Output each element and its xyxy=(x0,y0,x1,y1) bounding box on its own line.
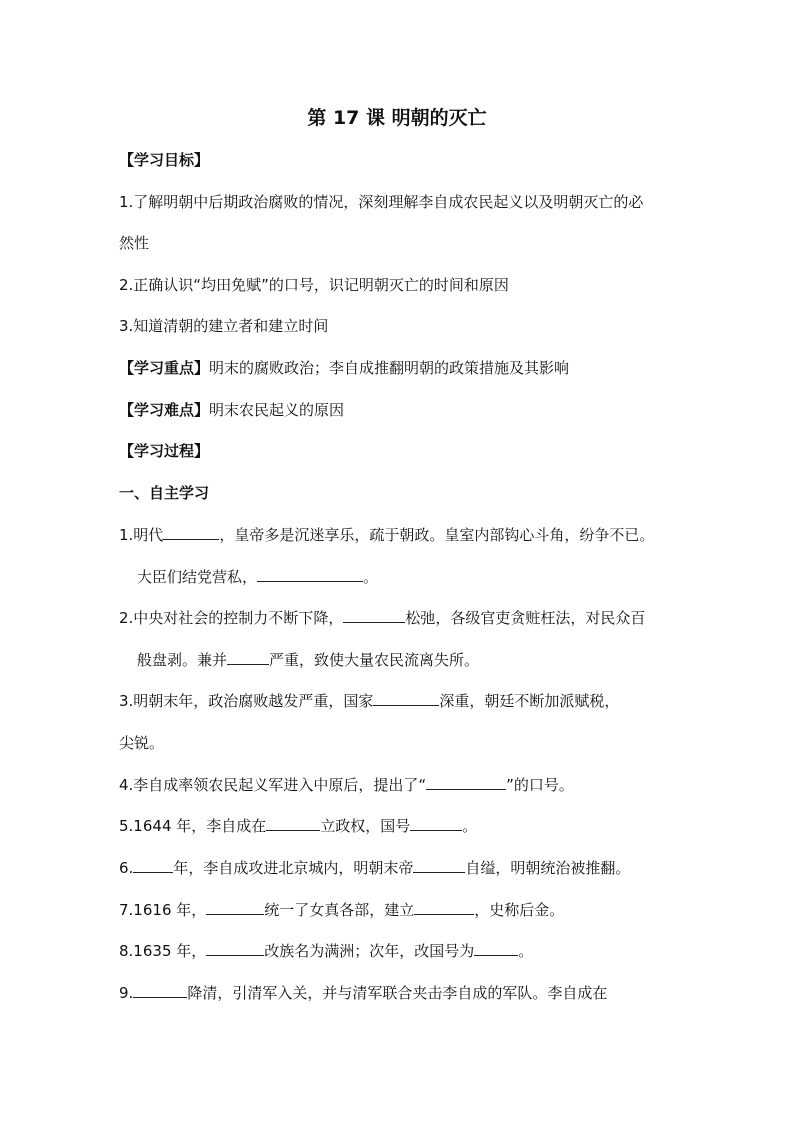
answer-blank[interactable] xyxy=(133,983,187,998)
question-text: ”的口号。 xyxy=(506,776,574,794)
question-text: 统一了女真各部，建立 xyxy=(264,901,415,919)
objectives-heading: 【学习目标】 xyxy=(119,151,210,169)
question-text: ，史称后金。 xyxy=(474,901,565,919)
question-8 xyxy=(119,941,533,961)
answer-blank[interactable] xyxy=(133,858,173,873)
process-heading: 【学习过程】 xyxy=(119,442,210,460)
question-text: 1.明代 xyxy=(119,526,164,544)
answer-blank[interactable] xyxy=(257,567,363,582)
question-9 xyxy=(119,983,607,1003)
question-1 xyxy=(119,525,654,545)
answer-blank[interactable] xyxy=(410,816,462,831)
question-text: 大臣们结党营私， xyxy=(137,568,258,586)
question-3-cont: 尖锐。 xyxy=(119,734,165,752)
answer-blank[interactable] xyxy=(373,691,439,706)
difficulty-text: 明末农民起义的原因 xyxy=(209,401,345,419)
answer-blank[interactable] xyxy=(266,816,320,831)
question-text: 。 xyxy=(363,568,379,586)
page-title: 第 17 课 明朝的灭亡 xyxy=(307,107,487,129)
question-text: 年，李自成攻进北京城内，明朝末帝 xyxy=(173,859,414,877)
answer-blank[interactable] xyxy=(413,858,465,873)
section-heading: 一、自主学习 xyxy=(119,484,210,502)
question-text: 3.明朝末年，政治腐败越发严重，国家 xyxy=(119,692,374,710)
answer-blank[interactable] xyxy=(474,941,518,956)
question-text: ，皇帝多是沉迷享乐，疏于朝政。皇室内部钩心斗角，纷争不已。 xyxy=(219,526,655,544)
question-text: 。 xyxy=(462,817,478,835)
question-text: 6. xyxy=(119,859,134,877)
question-5 xyxy=(119,816,477,836)
answer-blank[interactable] xyxy=(343,608,405,623)
question-text: 立政权，国号 xyxy=(320,817,411,835)
question-6 xyxy=(119,858,630,878)
answer-blank[interactable] xyxy=(206,941,264,956)
objective-line: 然性 xyxy=(119,234,150,252)
question-text: 严重，致使大量农民流离失所。 xyxy=(269,651,480,669)
question-text: 4.李自成率领农民起义军进入中原后，提出了“ xyxy=(119,776,427,794)
difficulty-label: 【学习难点】 xyxy=(119,401,210,419)
question-text: 。 xyxy=(518,942,534,960)
difficulty xyxy=(119,400,344,420)
question-text: 8.1635 年， xyxy=(119,942,207,960)
question-text: 自缢，明朝统治被推翻。 xyxy=(465,859,631,877)
question-1-cont xyxy=(137,567,378,587)
answer-blank[interactable] xyxy=(163,525,219,540)
objective-line: 3.知道清朝的建立者和建立时间 xyxy=(119,317,329,335)
answer-blank[interactable] xyxy=(414,900,474,915)
question-7 xyxy=(119,900,564,920)
question-text: 降清，引清军入关，并与清军联合夹击李自成的军队。李自成在 xyxy=(187,984,608,1002)
objective-line: 1.了解明朝中后期政治腐败的情况，深刻理解李自成农民起义以及明朝灭亡的必 xyxy=(119,193,644,211)
answer-blank[interactable] xyxy=(206,900,264,915)
question-4 xyxy=(119,775,574,795)
question-text: 9. xyxy=(119,984,134,1002)
question-3 xyxy=(119,691,619,711)
question-text: 深重，朝廷不断加派赋税， xyxy=(439,692,620,710)
question-text: 2.中央对社会的控制力不断下降， xyxy=(119,609,344,627)
objective-line: 2.正确认识“均田免赋”的口号，识记明朝灭亡的时间和原因 xyxy=(119,276,509,294)
question-2 xyxy=(119,608,645,628)
question-2-cont xyxy=(137,650,479,670)
answer-blank[interactable] xyxy=(227,650,269,665)
key-points-text: 明末的腐败政治；李自成推翻明朝的政策措施及其影响 xyxy=(209,359,570,377)
question-text: 般盘剥。兼并 xyxy=(137,651,228,669)
key-points xyxy=(119,358,569,378)
question-text: 松弛，各级官吏贪赃枉法，对民众百 xyxy=(405,609,646,627)
question-text: 改族名为满洲；次年，改国号为 xyxy=(264,942,475,960)
key-points-label: 【学习重点】 xyxy=(119,359,210,377)
question-text: 5.1644 年，李自成在 xyxy=(119,817,267,835)
question-text: 7.1616 年， xyxy=(119,901,207,919)
answer-blank[interactable] xyxy=(426,775,506,790)
